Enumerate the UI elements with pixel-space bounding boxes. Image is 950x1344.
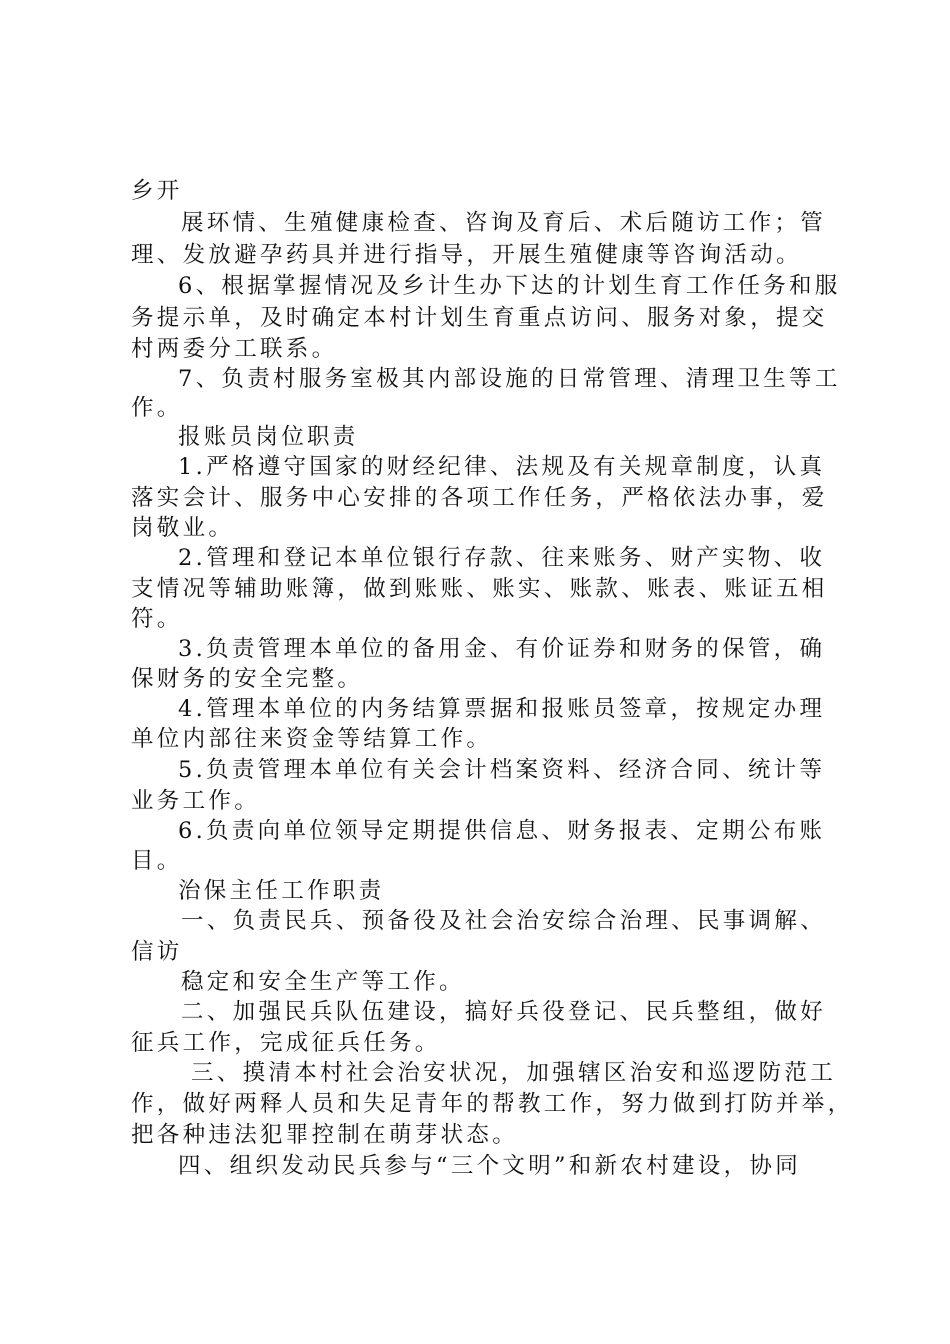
- text-line: 务提示单，及时确定本村计划生育重点访问、服务对象，提交: [131, 305, 828, 331]
- text-line: 岗敬业。: [131, 515, 235, 541]
- text-line: 5.负责管理本单位有关会计档案资料、经济合同、统计等: [178, 757, 826, 783]
- text-line: 6、根据掌握情况及乡计生办下达的计划生育工作任务和服: [178, 273, 841, 299]
- text-line: 信访: [131, 939, 183, 965]
- text-line: 理、发放避孕药具并进行指导，开展生殖健康等咨询活动。: [131, 242, 802, 268]
- text-line: 7、负责村服务室极其内部设施的日常管理、清理卫生等工: [178, 366, 841, 392]
- text-line: 单位内部往来资金等结算工作。: [131, 726, 493, 752]
- text-line: 展环情、生殖健康检查、咨询及育后、术后随访工作；管: [181, 210, 827, 236]
- text-line: 二、加强民兵队伍建设，搞好兵役登记、民兵整组，做好: [181, 999, 827, 1025]
- text-line: 业务工作。: [131, 788, 261, 814]
- text-line: 把各种违法犯罪控制在萌芽状态。: [131, 1122, 519, 1148]
- text-line: 2.管理和登记本单位银行存款、往来账务、财产实物、收: [178, 545, 826, 571]
- text-line: 4.管理本单位的内务结算票据和报账员签章，按规定办理: [178, 696, 826, 722]
- text-line: 6.负责向单位领导定期提供信息、财务报表、定期公布账: [178, 818, 826, 844]
- text-line: 1.严格遵守国家的财经纪律、法规及有关规章制度，认真: [178, 454, 826, 480]
- text-line: 稳定和安全生产等工作。: [181, 969, 465, 995]
- text-line: 作。: [131, 395, 183, 421]
- text-line: 目。: [131, 848, 183, 874]
- text-line: 村两委分工联系。: [131, 336, 338, 362]
- section-heading: 报账员岗位职责: [178, 424, 359, 450]
- text-line: 乡开: [131, 178, 183, 204]
- text-line: 四、组织发动民兵参与“三个文明”和新农村建设，协同: [178, 1153, 802, 1179]
- text-line: 作，做好两释人员和失足青年的帮教工作，努力做到打防并举，: [131, 1091, 854, 1117]
- section-heading: 治保主任工作职责: [178, 878, 385, 904]
- text-line: 保财务的安全完整。: [131, 666, 364, 692]
- text-line: 落实会计、服务中心安排的各项工作任务，严格依法办事，爱: [131, 485, 828, 511]
- text-line: 符。: [131, 606, 183, 632]
- text-line: 征兵工作，完成征兵任务。: [131, 1030, 441, 1056]
- text-line: 三、摸清本村社会治安状况，加强辖区治安和巡逻防范工: [191, 1060, 837, 1086]
- text-line: 3.负责管理本单位的备用金、有价证券和财务的保管，确: [178, 636, 826, 662]
- text-line: 一、负责民兵、预备役及社会治安综合治理、民事调解、: [181, 908, 827, 934]
- text-line: 支情况等辅助账簿，做到账账、账实、账款、账表、账证五相: [131, 576, 828, 602]
